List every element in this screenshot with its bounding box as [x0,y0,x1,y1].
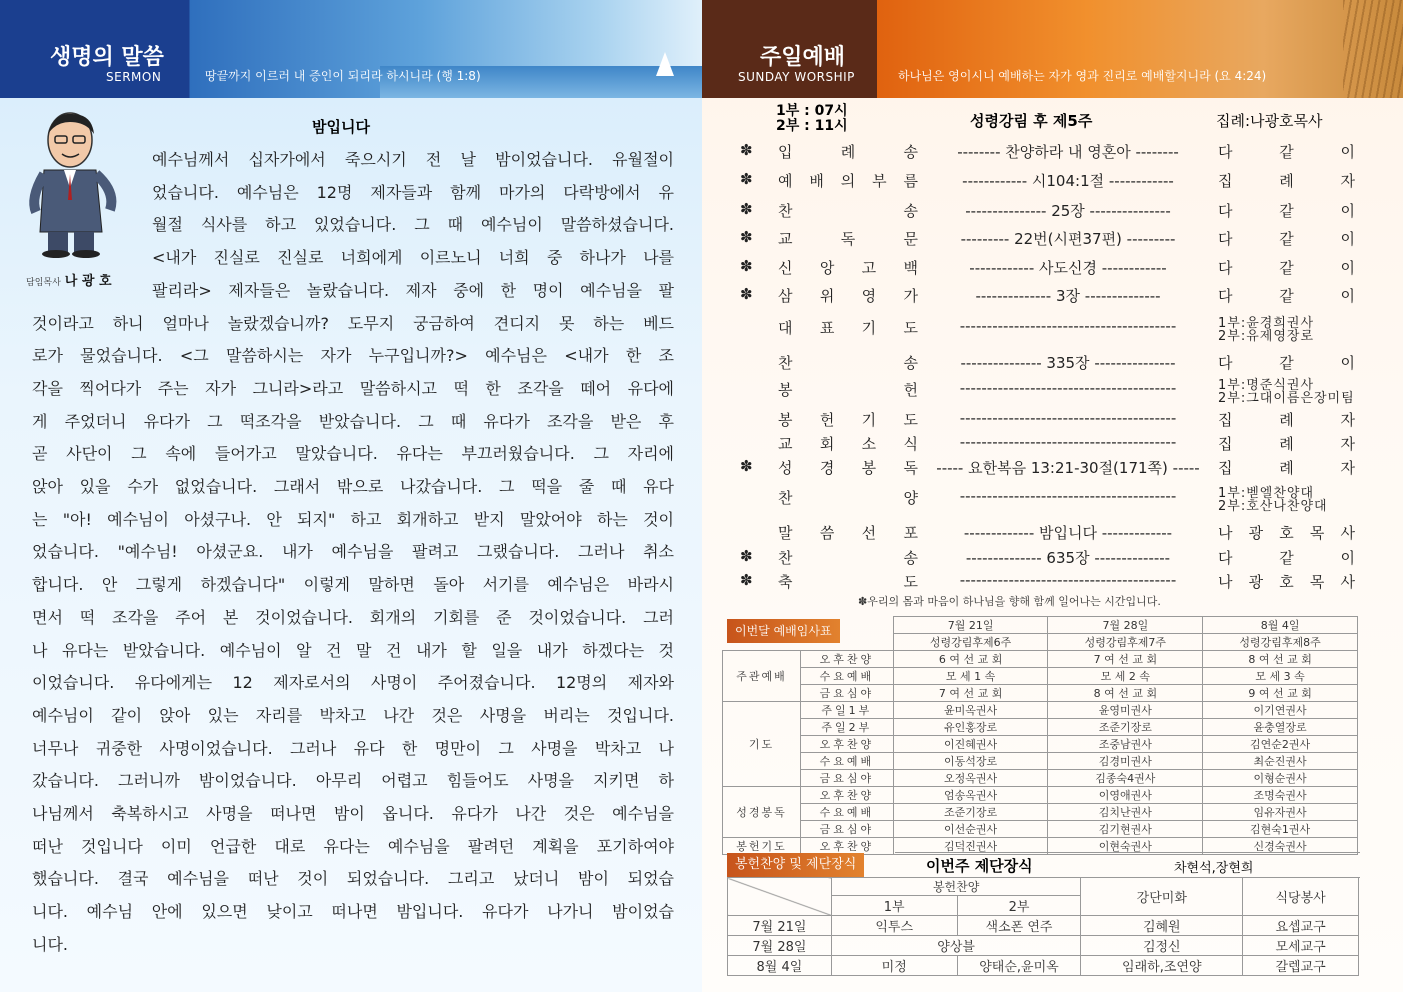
duty-cell: 김치난권사 [1048,804,1203,821]
offer-date: 7월 28일 [728,936,832,956]
order-label: 봉 헌 [778,381,918,399]
duty-service: 수요예배 [800,753,893,770]
order-item: -------------- 635장 -------------- [965,549,1171,567]
order-label: 말 씀 선 포 [778,524,918,542]
duty-cell: 최순진권사 [1203,753,1358,770]
order-leader: 집 례 자 [1218,411,1355,429]
order-leader: 나 광 호 목 사 [1218,524,1355,542]
order-label: 찬 송 [778,202,918,220]
sermon-banner [0,0,702,98]
offer-flower: 김정신 [1081,936,1243,956]
sermon-line: 나 유다는 받았습니다. 예수님이 알 건 말 건 내가 할 일을 내가 하겠다는 것 [32,640,674,660]
duty-cell: 6 여 선 교 회 [893,651,1048,668]
order-row [740,316,1355,344]
order-leader: 다 같 이 [1218,202,1355,220]
duty-cell: 김덕진권사 [893,838,1048,855]
duty-service: 수요예배 [800,804,893,821]
order-row [740,170,1355,194]
order-leader: 다 같 이 [1218,259,1355,277]
order-row [740,352,1355,376]
duty-service: 오후찬양 [800,787,893,804]
order-row [740,409,1355,433]
order-leader [1218,379,1355,405]
order-item: -------- 찬양하라 내 영혼아 -------- [957,143,1179,161]
presider: 집례:나광호목사 [1216,112,1323,130]
worship-banner-verse: 하나님은 영이시니 예배하는 자가 영과 진리로 예배할지니라 (요 4:24) [898,69,1267,83]
order-leader-1: 1부:벧엘찬양대 [1218,486,1314,501]
service-time-1: 1부 : 07시 [776,103,848,119]
stand-star-icon: ✽ [740,170,753,188]
order-label: 입 례 송 [778,143,918,161]
order-leader: 다 같 이 [1218,143,1355,161]
duty-cell: 9 여 선 교 회 [1203,685,1358,702]
order-leader [1218,487,1355,513]
duty-cell: 이형순권사 [1203,770,1358,787]
duty-cell: 7 여 선 교 회 [893,685,1048,702]
duty-tag: 이번달 예배임사표 [727,619,840,643]
sermon-line: 면서 떡 조각을 주어 본 것이었습니다. 회개의 기회를 준 것이었습니다. 그러 [32,607,674,627]
order-row [740,200,1355,224]
sunday-title: 성령강림 후 제5주 [970,112,1093,130]
order-row [740,547,1355,571]
sermon-banner-title: 생명의 말씀 [50,45,164,70]
offer-hymn-head: 봉헌찬양 [831,878,1081,896]
duty-cell: 7 여 선 교 회 [1048,651,1203,668]
service-times [776,104,848,134]
duty-cell: 엄송옥권사 [893,787,1048,804]
duty-cell: 이기연권사 [1203,702,1358,719]
pastor-portrait [24,108,120,258]
stand-star-icon: ✽ [740,457,753,475]
order-item: --------------- 335장 --------------- [960,354,1176,372]
sermon-line: 이었습니다. 유다에게는 12 제자로서의 사명이 주어졌습니다. 12명의 제자와 [32,673,674,693]
altar-names: 차현석,장현희 [1174,861,1254,876]
duty-cell: 8 여 선 교 회 [1203,651,1358,668]
offering-table [727,877,1359,976]
duty-cell: 김경미권사 [1048,753,1203,770]
duty-cell: 이선순권사 [893,821,1048,838]
duty-cell: 윤영미권사 [1048,702,1203,719]
order-row [740,228,1355,252]
offer-meal-head: 식당봉사 [1243,878,1359,916]
worship-banner-sub: SUNDAY WORSHIP [738,70,855,84]
worship-banner-title: 주일예배 [760,45,846,70]
order-item: --------------- 25장 --------------- [965,202,1171,220]
order-leader: 집 례 자 [1218,459,1355,477]
pastor-caption [26,270,112,289]
sermon-line: 했습니다. 결국 예수님을 떠난 것이 되었습니다. 그리고 났더니 밤이 되었습 [32,869,674,889]
offer-hymn-1: 익투스 [831,916,957,936]
duty-cell: 조중남권사 [1048,736,1203,753]
order-leader: 다 같 이 [1218,354,1355,372]
stand-star-icon: ✽ [740,228,753,246]
duty-cell: 모 세 1 속 [893,668,1048,685]
order-item: ----- 요한복음 13:21-30절(171쪽) ----- [936,459,1200,477]
order-item: ---------------------------------------- [959,433,1177,451]
sermon-line: 너무나 귀중한 사명이었습니다. 그러나 유다 한 명만이 그 사명을 박차고 나 [32,738,674,758]
order-leader-1: 1부:윤경희권사 [1218,316,1314,331]
offer-p1-head: 1부 [831,896,957,916]
stand-note: ✽우리의 몸과 마음이 하나님을 향해 함께 일어나는 시간입니다. [858,595,1161,608]
duty-cell: 김종숙4권사 [1048,770,1203,787]
sermon-line: 갔습니다. 그러니까 밤이었습니다. 아무리 어렵고 힘들어도 사명을 지키면 하 [32,771,674,791]
worship-banner [702,0,1403,98]
duty-cell: 윤충열장로 [1203,719,1358,736]
duty-cell: 조명숙권사 [1203,787,1358,804]
duty-cell: 임유자권사 [1203,804,1358,821]
sermon-line: 합니다. 안 그렇게 하겠습니다" 이렇게 말하면 돌아 서기를 예수님은 바라시 [32,575,674,595]
sermon-line: 나님께서 축복하시고 사명을 떠나면 밤이 옵니다. 유다가 나간 것은 예수님을 [32,804,674,823]
offer-meal: 갈렙교구 [1243,956,1359,976]
offer-meal: 모세교구 [1243,936,1359,956]
order-row [740,457,1355,481]
duty-cell: 이진혜권사 [893,736,1048,753]
duty-date: 7월 28일 [1048,617,1203,634]
order-label: 찬 양 [778,489,918,507]
offer-date: 8월 4일 [728,956,832,976]
pastor-name: 나 광 호 [64,274,112,289]
order-label: 성 경 봉 독 [778,459,918,477]
order-item: --------- 22번(시편37편) --------- [960,230,1176,248]
sermon-line: 예수님께서 십자가에서 죽으시기 전 날 밤이었습니다. 유월절이 [152,150,674,169]
order-leader-2: 2부:호산나찬양대 [1218,499,1328,514]
altar-title: 이번주 제단장식 [926,857,1033,875]
duty-service: 금요심야 [800,770,893,787]
duty-service: 금요심야 [800,685,893,702]
duty-service: 주일1부 [800,702,893,719]
duty-cell: 윤미옥권사 [893,702,1048,719]
sermon-line: 었습니다. 예수님은 12명 제자들과 함께 마가의 다락방에서 유 [152,182,674,202]
sermon-line: 각을 찍어다가 주는 자가 그니라>라고 말씀하시고 떡 한 조각을 떼어 유다에 [32,378,674,398]
duty-cell: 조준기장로 [1048,719,1203,736]
duty-service: 오후찬양 [800,838,893,855]
duty-group: 기도 [723,702,801,787]
sermon-title: 밤입니다 [312,118,370,136]
order-item: ------------ 시104:1절 ------------ [962,172,1174,190]
order-label: 축 도 [778,573,918,591]
sermon-line: 는 "아! 예수님이 아셨구나. 안 되지" 하고 회개하고 받지 말았어야 하는 것이 [32,509,674,529]
sailboat-icon [656,52,674,76]
duty-cell: 모 세 3 속 [1203,668,1358,685]
duty-cell: 김현숙1권사 [1203,821,1358,838]
order-item: ---------------------------------------- [959,487,1177,505]
sermon-line: 니다. 예수님 안에 있으면 낮이고 떠나면 밤입니다. 유다가 나가니 밤이었습 [32,902,674,922]
altar-line-top [895,852,1360,853]
duty-service: 수요예배 [800,668,893,685]
duty-cell: 김연순2권사 [1203,736,1358,753]
order-item: ---------------------------------------- [959,409,1177,427]
duty-date: 8월 4일 [1203,617,1358,634]
sermon-line: 앉아 있을 수가 없었습니다. 그래서 밖으로 나갔습니다. 그 떡을 줄 때 유다 [32,477,674,496]
duty-week: 성령강림후제8주 [1203,634,1358,651]
order-label: 삼 위 영 가 [778,287,918,305]
stand-star-icon: ✽ [740,571,753,589]
duty-table [722,616,1358,855]
order-row [740,285,1355,309]
order-label: 예 배 의 부 름 [778,172,918,190]
sermon-line: 로가 물었습니다. <그 말씀하시는 자가 누구입니까?> 예수님은 <내가 한 조 [32,346,674,366]
duty-group: 성경봉독 [723,787,801,838]
duty-cell: 유인홍장로 [893,719,1048,736]
sermon-line: 예수님이 같이 앉아 있는 자리를 박차고 나간 것은 사명을 버리는 것입니다. [32,705,674,725]
sermon-line: 니다. [32,934,68,954]
duty-week: 성령강림후제7주 [1048,634,1203,651]
offer-hymn-1: 미정 [831,956,957,976]
stand-star-icon: ✽ [740,547,753,565]
order-item: ---------------------------------------- [959,379,1177,397]
sermon-line: 곧 사단이 그 속에 들어가고 말았습니다. 유다는 부끄러웠습니다. 그 자리에 [32,444,674,464]
order-item: ------------ 사도신경 ------------ [969,259,1167,277]
offer-hymn-2: 양태순,윤미옥 [957,956,1081,976]
duty-cell: 조준기장로 [893,804,1048,821]
service-time-2: 2부 : 11시 [776,118,848,134]
order-leader: 다 같 이 [1218,549,1355,567]
stand-star-icon: ✽ [740,285,753,303]
stand-star-icon: ✽ [740,257,753,275]
sermon-banner-verse: 땅끝까지 이르러 내 증인이 되리라 하시니라 (행 1:8) [205,69,481,83]
sermon-line: 게 주었더니 유다가 그 떡조각을 받았습니다. 그 때 유다가 조각을 받은 후 [32,411,674,431]
order-row [740,378,1355,406]
order-label: 신 앙 고 백 [778,259,918,277]
order-leader: 다 같 이 [1218,230,1355,248]
stand-star-icon: ✽ [740,141,753,159]
sermon-banner-sub: SERMON [106,70,162,84]
duty-service: 금요심야 [800,821,893,838]
sermon-line: 월절 식사를 하고 있었습니다. 그 때 예수님이 말씀하셨습니다. [152,215,674,235]
duty-service: 주일2부 [800,719,893,736]
order-label: 찬 송 [778,549,918,567]
sermon-line: 것이라고 하니 얼마나 놀랐겠습니까? 도무지 궁금하여 견디지 못 하는 베드 [32,313,674,333]
sermon-line: 떠난 것입니다 이미 언급한 대로 유다는 예수님을 팔려던 계획을 포기하여야 [32,836,674,856]
order-row [740,141,1355,165]
sermon-line: 었습니다. "예수님! 아셨군요. 내가 예수님을 팔려고 그랬습니다. 그러나 취소 [32,542,674,562]
pastor-role: 담임목사 [26,278,61,288]
order-label: 찬 송 [778,354,918,372]
order-row [740,486,1355,514]
diag-cell [728,878,832,916]
stand-star-icon: ✽ [740,200,753,218]
offer-hymn-2: 색소폰 연주 [957,916,1081,936]
order-row [740,522,1355,546]
sermon-line: 팔리라> 제자들은 놀랐습니다. 제자 중에 한 명이 예수님을 팔 [152,280,674,300]
duty-week: 성령강림후제6주 [893,634,1048,651]
offer-meal: 요셉교구 [1243,916,1359,936]
offer-p2-head: 2부 [957,896,1081,916]
duty-cell: 오정옥권사 [893,770,1048,787]
offer-flower-head: 강단미화 [1081,878,1243,916]
offer-hymn: 양상블 [831,936,1081,956]
duty-cell: 이현숙권사 [1048,838,1203,855]
order-item: -------------- 3장 -------------- [975,287,1161,305]
duty-cell: 이동석장로 [893,753,1048,770]
duty-service: 오후찬양 [800,736,893,753]
duty-cell: 신경숙권사 [1203,838,1358,855]
duty-cell: 모 세 2 속 [1048,668,1203,685]
order-leader-2: 2부:그대이름은장미팀 [1218,391,1355,406]
order-label: 대 표 기 도 [778,319,918,337]
order-row [740,433,1355,457]
duty-group: 주관예배 [723,651,801,702]
duty-service: 오후찬양 [800,651,893,668]
order-leader-1: 1부:명준식권사 [1218,378,1314,393]
offer-date: 7월 21일 [728,916,832,936]
duty-cell: 8 여 선 교 회 [1048,685,1203,702]
order-item: ---------------------------------------- [959,317,1177,335]
order-leader: 집 례 자 [1218,172,1355,190]
duty-date: 7월 21일 [893,617,1048,634]
duty-cell: 김기현권사 [1048,821,1203,838]
order-leader: 나 광 호 목 사 [1218,573,1355,591]
duty-cell: 이영애권사 [1048,787,1203,804]
order-row [740,571,1355,595]
sermon-line: <내가 진실로 진실로 너희에게 이르노니 너희 중 하나가 나를 [152,248,674,268]
offer-flower: 김혜원 [1081,916,1243,936]
offer-tag: 봉헌찬양 및 제단장식 [727,853,864,877]
order-item: ------------- 밤입니다 ------------- [963,524,1173,542]
order-item: ---------------------------------------- [959,571,1177,589]
order-leader [1218,317,1355,343]
order-label: 교 독 문 [778,230,918,248]
order-row [740,257,1355,281]
offer-flower: 임래하,조연양 [1081,956,1243,976]
wheat-image [1343,0,1403,98]
order-leader: 다 같 이 [1218,287,1355,305]
order-leader: 집 례 자 [1218,435,1355,453]
order-label: 교 회 소 식 [778,435,918,453]
order-leader-2: 2부:유제영장로 [1218,329,1314,344]
duty-group: 봉헌기도 [723,838,801,855]
order-label: 봉 헌 기 도 [778,411,918,429]
